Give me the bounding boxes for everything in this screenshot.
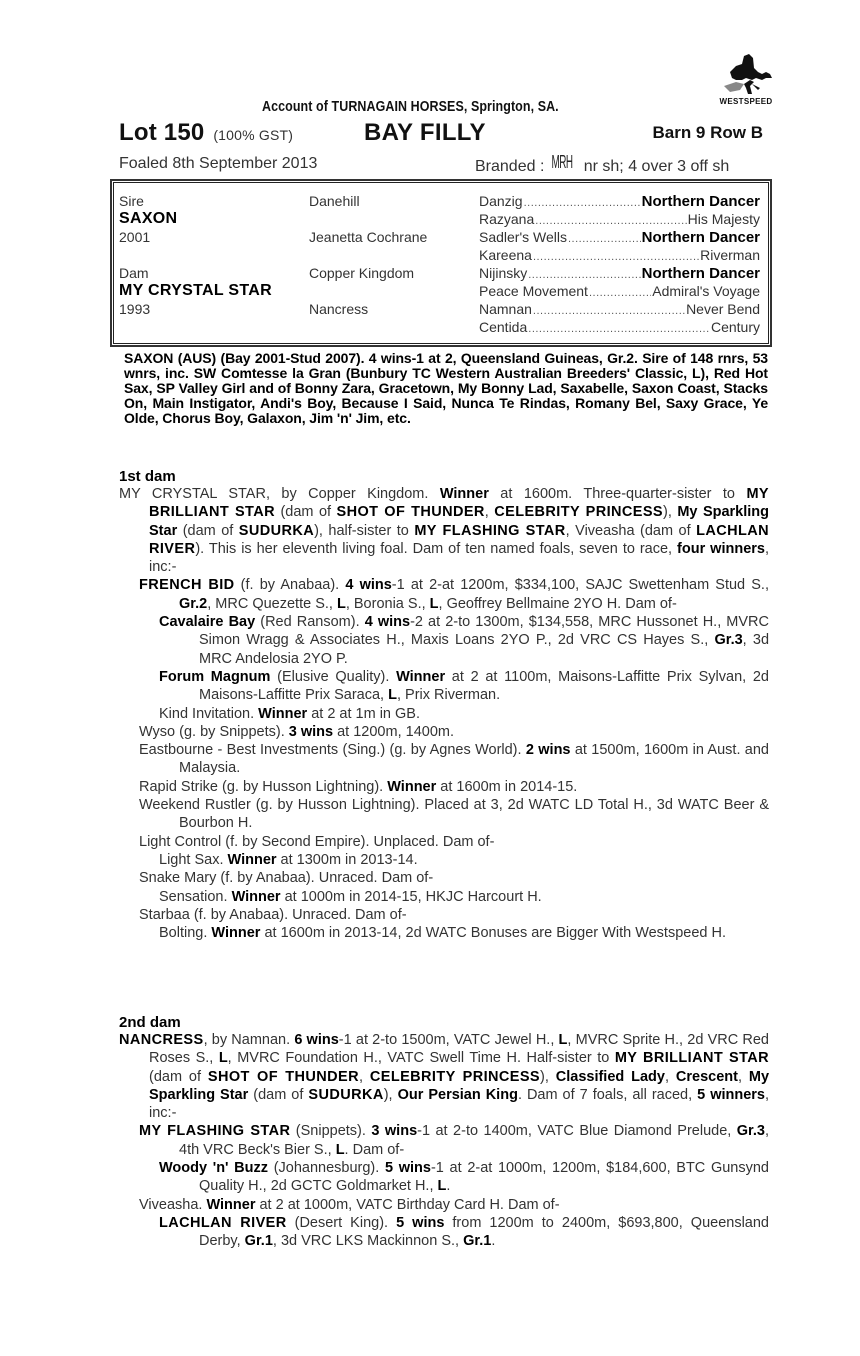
horse-logo-icon xyxy=(706,50,786,96)
progeny-light-sax xyxy=(159,851,769,869)
text: , MVRC Sprite H., 2d VRC Red Roses S., xyxy=(149,1032,769,1067)
text: -1 at 2-at 1000m, 1200m, $184,600, BTC Gunsynd Quality H., 2d GCTC Goldmarket H., xyxy=(199,1160,769,1195)
bold-text: Winner xyxy=(231,888,281,905)
second-dam-section xyxy=(119,1014,769,1251)
bold-text: SHOT OF THUNDER xyxy=(336,504,485,521)
text: Kind Invitation. xyxy=(159,705,259,722)
text: ). This is her eleventh living foal. Dam of ten named foals, seven to race, xyxy=(195,540,678,557)
bold-text: Classified Lady xyxy=(555,1068,665,1085)
bold-text: 5 wins xyxy=(384,1160,431,1177)
bold-text: SUDURKA xyxy=(308,1086,384,1103)
progeny-sensation xyxy=(159,888,769,906)
text: Viveasha. xyxy=(139,1196,207,1213)
progeny-light-control xyxy=(139,833,769,851)
text: , xyxy=(737,1068,749,1085)
text: , by Namnan. xyxy=(203,1032,295,1048)
bold-text: Gr.3 xyxy=(714,632,743,649)
text: MY CRYSTAL STAR, by Copper Kingdom. xyxy=(119,486,440,502)
text: Rapid Strike (g. by Husson Lightning). xyxy=(139,778,388,795)
text: Sensation. xyxy=(159,888,232,905)
bold-text: 5 winners xyxy=(697,1086,765,1103)
text: (Desert King). xyxy=(286,1214,397,1231)
bold-text: Gr.3 xyxy=(736,1123,765,1140)
text: (f. by Anabaa). xyxy=(234,577,346,594)
text: at 2 at 1100m, Maisons-Laffitte Prix Sylvan, 2d Maisons-Laffitte Prix Saraca, xyxy=(199,668,769,704)
bold-text: My Sparkling Star xyxy=(149,1068,770,1103)
text: , MRC Quezette S., xyxy=(207,595,337,612)
pedigree-line: Danzig ..... Northern Dancer xyxy=(479,192,760,210)
text: at 1300m in 2013-14. xyxy=(276,851,418,868)
bold-text: Crescent xyxy=(675,1068,738,1085)
bold-text: Forum Magnum xyxy=(159,668,271,685)
dam-year: 1993 xyxy=(119,301,151,317)
text: at 2 at 1000m, VATC Birthday Card H. Dam of- xyxy=(255,1196,560,1213)
text: . xyxy=(491,1233,496,1250)
bold-text: CELEBRITY PRINCESS xyxy=(494,504,663,521)
dam-sire: Copper Kingdom xyxy=(309,265,415,281)
bold-text: Winner xyxy=(439,486,489,502)
text: ), xyxy=(383,1086,398,1103)
dam-label: Dam xyxy=(119,265,149,281)
bold-text: SUDURKA xyxy=(238,522,315,539)
bold-text: L xyxy=(558,1032,568,1048)
text: , 4th VRC Beck's Bier S., xyxy=(179,1123,770,1158)
progeny-lachlan-river xyxy=(159,1214,769,1251)
text: (dam of xyxy=(274,504,337,521)
sire-summary: SAXON (AUS) (Bay 2001-Stud 2007). 4 wins-1 at 2, Queensland Guineas, Gr.2. Sire of 148 rnrs, 53 wnrs, inc. SW Comtesse la Gran (Bunbury TC Western Australian Breeders' Classic, L), Red Hot Sax, SP Valley Girl and of Bonny Zara, Gracetown, My Bonny Lad, Saxabelle, Saxon Coast, Stacks On, Main Instigator, Andi's Boy, Because I Said, Nunca Te Rindas, Romany Bel, Saxy Grace, Ye Olde, Chorus Boy, Galaxon, Jim 'n' Jim, etc. xyxy=(124,350,768,426)
text: at 1200m, 1400m. xyxy=(333,723,455,740)
text: , Geoffrey Bellmaine 2YO H. Dam of- xyxy=(438,595,677,612)
bold-text: Winner xyxy=(211,925,261,942)
dam-dam: Nancress xyxy=(309,301,369,317)
bold-text: MY BRILLIANT STAR xyxy=(614,1050,769,1067)
pedigree-line: Namnan ..... Never Bend xyxy=(479,300,760,318)
text: at 1600m in 2013-14, 2d WATC Bonuses are Bigger With Westspeed H. xyxy=(260,925,726,942)
dam-name: MY CRYSTAL STAR xyxy=(119,282,272,299)
pedigree-line: Nijinsky ..... Northern Dancer xyxy=(479,264,760,282)
progeny-rapid-strike xyxy=(139,778,769,796)
bold-text: Gr.2 xyxy=(179,595,208,612)
text: , Viveasha (dam of xyxy=(565,522,697,539)
text: , xyxy=(484,504,495,521)
text: . xyxy=(446,1178,451,1195)
text: (dam of xyxy=(177,522,239,539)
progeny-bolting xyxy=(159,924,769,942)
bold-text: 5 wins xyxy=(396,1214,445,1231)
bold-text: 3 wins xyxy=(288,723,334,740)
text: , MVRC Foundation H., VATC Swell Time H. Half-sister to xyxy=(227,1050,615,1067)
foaled-date: Foaled 8th September 2013 xyxy=(119,155,318,172)
text: at 1500m, 1600m in Aust. and Malaysia. xyxy=(179,742,769,777)
bold-text: L xyxy=(388,687,397,704)
bold-text: LACHLAN RIVER xyxy=(149,522,769,557)
bold-text: SHOT OF THUNDER xyxy=(207,1068,359,1085)
bold-text: L xyxy=(437,1178,447,1195)
pedigree-line: Kareena ..... Riverman xyxy=(479,246,760,264)
text: Starbaa (f. by Anabaa). Unraced. Dam of- xyxy=(139,906,407,923)
pedigree-table xyxy=(113,182,769,344)
text: , Boronia S., xyxy=(345,595,430,612)
bold-text: Winner xyxy=(396,668,446,685)
bold-text: L xyxy=(218,1050,228,1067)
text: (Snippets). xyxy=(290,1123,372,1140)
pedigree-line: Razyana ..... His Majesty xyxy=(479,210,760,228)
text: -1 at 2-to 1400m, VATC Blue Diamond Prelude, xyxy=(417,1123,737,1140)
text: Weekend Rustler (g. by Husson Lightning). Placed at 3, 2d WATC LD Total H., 3d WATC Beer & Bourbon H. xyxy=(139,797,769,832)
progeny-woody-n-buzz xyxy=(159,1159,769,1196)
text: (Red Ransom). xyxy=(255,614,365,631)
text: (dam of xyxy=(149,1068,208,1085)
brand-mark-icon: MRH xyxy=(551,152,573,172)
progeny-snake-mary xyxy=(139,869,769,887)
bold-text: Winner xyxy=(227,851,277,868)
text: from 1200m to 2400m, $693,800, Queensland Derby, xyxy=(199,1214,769,1250)
progeny-kind-invitation xyxy=(159,705,769,723)
second-dam-heading: 2nd dam xyxy=(119,1014,181,1031)
first-dam-section xyxy=(119,468,769,942)
bold-text: 4 wins xyxy=(364,614,411,631)
text: (dam of xyxy=(248,1086,309,1103)
bold-text: 3 wins xyxy=(371,1123,418,1140)
logo-text: WESTSPEED xyxy=(719,97,773,106)
text: . Dam of- xyxy=(344,1141,405,1158)
pedigree-line: Sadler's Wells ..... Northern Dancer xyxy=(479,228,760,246)
bold-text: 6 wins xyxy=(294,1032,339,1048)
bold-text: MY FLASHING STAR xyxy=(139,1123,291,1140)
sire-sire: Danehill xyxy=(309,193,360,209)
text: ), xyxy=(540,1068,556,1085)
bold-text: Gr.1 xyxy=(463,1233,492,1250)
text: , xyxy=(358,1068,370,1085)
lot-label: Lot 150 xyxy=(119,119,205,146)
bold-text: Cavalaire Bay xyxy=(159,614,256,631)
text: at 1600m in 2014-15. xyxy=(436,778,578,795)
text: Light Control (f. by Second Empire). Unplaced. Dam of- xyxy=(139,833,495,850)
progeny-viveasha xyxy=(139,1196,769,1214)
sire-dam: Jeanetta Cochrane xyxy=(309,229,428,245)
progeny-cavalaire-bay xyxy=(159,613,769,668)
pedigree-great-grandparents xyxy=(479,192,760,336)
text: Snake Mary (f. by Anabaa). Unraced. Dam of- xyxy=(139,870,434,887)
lot-number xyxy=(119,119,293,147)
text: Light Sax. xyxy=(159,851,228,868)
bold-text: Winner xyxy=(206,1196,256,1213)
bold-text: Winner xyxy=(258,705,308,722)
brand-detail: nr sh; 4 over 3 off sh xyxy=(583,158,730,175)
bold-text: MY BRILLIANT STAR xyxy=(149,486,769,521)
text: Bolting. xyxy=(159,925,212,942)
text: , Prix Riverman. xyxy=(396,687,501,704)
first-dam-intro xyxy=(119,485,769,576)
text: , inc:- xyxy=(149,1086,770,1122)
bold-text: CELEBRITY PRINCESS xyxy=(369,1068,540,1085)
bold-text: LACHLAN RIVER xyxy=(159,1214,287,1231)
progeny-wyso xyxy=(139,723,769,741)
pedigree-grandparents xyxy=(309,192,427,318)
text: (Johannesburg). xyxy=(268,1160,385,1177)
bold-text: Winner xyxy=(387,778,437,795)
bold-text: FRENCH BID xyxy=(139,577,235,594)
lot-row xyxy=(119,119,769,149)
pedigree-line: Peace Movement ..... Admiral's Voyage xyxy=(479,282,760,300)
bold-text: 2 wins xyxy=(525,742,571,759)
progeny-forum-magnum xyxy=(159,668,769,705)
sire-label: Sire xyxy=(119,193,144,209)
bold-text: Woody 'n' Buzz xyxy=(159,1160,269,1177)
text: . Dam of 7 foals, all raced, xyxy=(517,1086,698,1103)
bold-text: four winners xyxy=(677,540,765,557)
gst-note: (100% GST) xyxy=(213,127,294,143)
text: , 3d MRC Andelosia 2YO P. xyxy=(199,632,770,667)
bold-text: L xyxy=(335,1141,345,1158)
bold-text: My Sparkling Star xyxy=(149,504,770,539)
text: at 2 at 1m in GB. xyxy=(307,705,420,722)
text: -1 at 2-to 1500m, VATC Jewel H., xyxy=(338,1032,559,1048)
text: Eastbourne - Best Investments (Sing.) (g. by Agnes World). xyxy=(139,742,526,759)
bold-text: L xyxy=(336,595,346,612)
pedigree-line: Centida ..... Century xyxy=(479,318,760,336)
bold-text: NANCRESS xyxy=(119,1032,204,1048)
brand-info xyxy=(475,152,730,176)
progeny-my-flashing-star xyxy=(139,1122,769,1159)
westspeed-logo xyxy=(706,50,786,112)
progeny-eastbourne xyxy=(139,741,769,778)
first-dam-heading: 1st dam xyxy=(119,468,176,485)
progeny-starbaa xyxy=(139,906,769,924)
text: ), half-sister to xyxy=(314,522,415,539)
second-dam-intro xyxy=(119,1031,769,1122)
text: ), xyxy=(663,504,678,521)
text: (Elusive Quality). xyxy=(270,668,397,685)
text: -2 at 2-to 1300m, $134,558, MRC Hussonet H., MVRC Simon Wragg & Associates H., Maxis Loans 2YO P., 2d VRC CS Hayes S., xyxy=(199,614,769,649)
bold-text: Gr.1 xyxy=(244,1233,273,1250)
pedigree-parents xyxy=(119,192,272,318)
text: , inc:- xyxy=(149,540,769,576)
branded-label: Branded : xyxy=(475,158,545,175)
text: -1 at 2-at 1200m, $334,100, SAJC Swettenham Stud S., xyxy=(391,577,769,594)
horse-description: BAY FILLY xyxy=(364,119,486,146)
barn-location: Barn 9 Row B xyxy=(652,123,763,142)
text: Wyso (g. by Snippets). xyxy=(139,723,289,740)
sire-year: 2001 xyxy=(119,229,151,245)
text: at 1000m in 2014-15, HKJC Harcourt H. xyxy=(280,888,542,905)
bold-text: Our Persian King xyxy=(397,1086,518,1103)
vendor-account: Account of TURNAGAIN HORSES, Springton, SA. xyxy=(262,99,559,115)
progeny-weekend-rustler xyxy=(139,796,769,833)
text: at 1600m. Three-quarter-sister to xyxy=(488,486,747,502)
foal-row xyxy=(119,152,769,175)
bold-text: L xyxy=(429,595,439,612)
text: , xyxy=(664,1068,676,1085)
progeny-french-bid xyxy=(139,576,769,613)
text: , 3d VRC LKS Mackinnon S., xyxy=(272,1233,464,1250)
sire-name: SAXON xyxy=(119,210,178,227)
bold-text: MY FLASHING STAR xyxy=(414,522,566,539)
bold-text: 4 wins xyxy=(345,577,392,594)
